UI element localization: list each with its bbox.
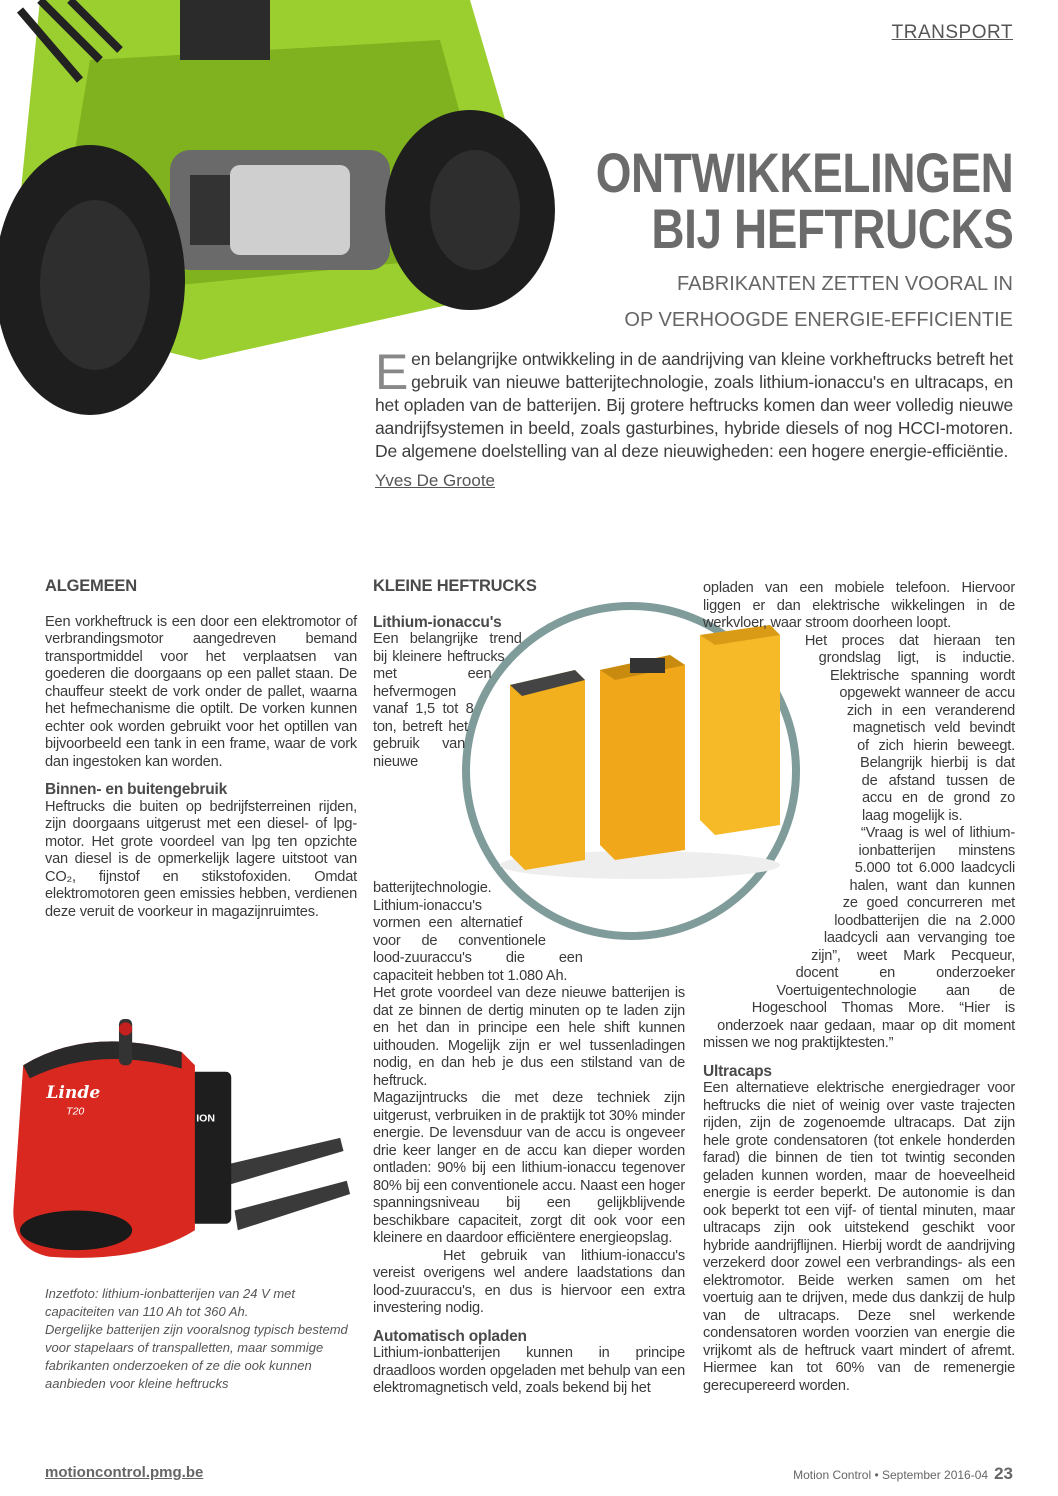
footer-publication bbox=[793, 1464, 1013, 1484]
column-algemeen bbox=[45, 576, 357, 921]
drop-cap: E bbox=[375, 344, 409, 400]
image-caption bbox=[45, 1285, 363, 1393]
title-line: ONTWIKKELINGEN bbox=[595, 141, 1013, 204]
subtitle bbox=[624, 266, 1013, 338]
subtitle-line: FABRIKANTEN ZETTEN VOORAL IN bbox=[677, 273, 1013, 295]
section-heading: ALGEMEEN bbox=[45, 577, 137, 595]
paragraph: opladen van een mobiele telefoon. Hiervoor liggen er dan elektrische wikkelingen in de werkvloer, waar stroom doorheen loopt. bbox=[703, 580, 1015, 631]
paragraph: Heftrucks die buiten op bedrijfsterreinen rijden, zijn doorgaans uitgerust met een diesel- of lpg-motor. Het grote voordeel van lpg ten opzichte van diesel is de opmerkelijk lagere uitstoot van CO₂, fijnstof en stikstofoxiden. Omdat elektromotoren geen emissies hebben, verdienen deze veruit de voorkeur in magazijnruimtes. bbox=[45, 798, 357, 920]
page-title bbox=[595, 141, 1013, 260]
subheading: Ultracaps bbox=[703, 1062, 772, 1080]
brand-logo: Linde bbox=[46, 1083, 101, 1104]
intro-paragraph bbox=[375, 344, 1013, 463]
author-link[interactable]: Yves De Groote bbox=[375, 471, 496, 490]
paragraph: Lithium-ionaccu's vormen een alternatief voor de conventionele lood-zuuraccu's die een capaciteit hebben tot 1.080 Ah. bbox=[373, 897, 583, 984]
paragraph: Een vorkheftruck is een door een elektromotor of verbrandingsmotor aangedreven bemand transportmiddel voor het verplaatsen van goederen die doorgaans op een pallet staan. De chauffeur steekt de vork onder de pallet, waarna het hefmechanisme die optilt. De vorken kunnen echter ook worden gebruikt voor het optillen van bijvoorbeeld een tank in een frame, waar de vork dan ingestoken kan worden. bbox=[45, 613, 357, 770]
section-heading: KLEINE HEFTRUCKS bbox=[373, 577, 537, 595]
column-right bbox=[703, 580, 1015, 1395]
intro-text: en belangrijke ontwikkeling in de aandrijving van kleine vorkheftrucks betreft het gebruik van nieuwe batterijtechnologie, zoals lithium-ionaccu's en ultracaps, en het opladen van de batterijen. Bij grotere heftrucks komen dan weer volledig nieuwe aandrijfsystemen in beeld, zoals gasturbines, hybride diesels of nog HCCI-motoren. De algemene doelstelling van al deze nieuwigheden: een hogere energie-efficiëntie. bbox=[375, 349, 1013, 461]
footer-website-link[interactable]: motioncontrol.pmg.be bbox=[45, 1464, 204, 1481]
paragraph: Het gebruik van lithium-ionaccu's vereist overigens wel andere laadstations dan lood-zuuraccu's, en dus is hiervoor een extra investering nodig. bbox=[373, 1247, 685, 1316]
section-label: TRANSPORT bbox=[891, 22, 1013, 43]
column-kleine-heftrucks bbox=[373, 576, 685, 1398]
paragraph: Het grote voordeel van deze nieuwe batterijen is dat ze binnen de dertig minuten op te laden zijn en het dan in principe een hele shift kunnen uithouden. Mogelijk zijn er wel tussenladingen nodig, en dan heb je dus een stilstand van de heftruck. bbox=[373, 985, 685, 1089]
subtitle-line: OP VERHOOGDE ENERGIE-EFFICIENTIE bbox=[624, 309, 1013, 331]
paragraph: Een belangrijke trend bij kleinere heftrucks met een hefvermogen vanaf 1,5 tot 8 ton, betreft het gebruik van nieuwe batterijtechnologie. bbox=[373, 631, 522, 896]
subheading: Automatisch opladen bbox=[373, 1327, 527, 1345]
caption-line: Inzetfoto: lithium-ionbatterijen van 24 V met capaciteiten van 110 Ah tot 360 Ah. bbox=[45, 1286, 296, 1319]
paragraph: Magazijntrucks die met deze techniek zijn uitgerust, verbruiken in de praktijk tot 30% minder energie. De levensduur van de accu is ongeveer drie keer langer en de accu kan dieper worden ontladen: 90% bij een lithium-ionaccu tegenover 80% bij een conventionele accu. Naast een hoger spanningsniveau bij een gelijkblijvende beschikbare capaciteit, zorgt dit ook voor een kleinere en daardoor efficiëntere energieopslag. bbox=[373, 1090, 685, 1246]
model-label: T20 bbox=[66, 1105, 85, 1118]
subheading: Lithium-ionaccu's bbox=[373, 613, 502, 631]
pallet-truck-photo bbox=[10, 1012, 360, 1267]
paragraph: Het proces dat hieraan ten grondslag ligt, is inductie. Elektrische spanning wordt opgewekt wanneer de accu zich in een veranderend magnetisch veld bevindt of zich hierin beweegt. Belangrijk hierbij is dat de afstand tussen de accu en de grond zo laag mogelijk is. bbox=[804, 632, 1015, 824]
title-line: BIJ HEFTRUCKS bbox=[650, 197, 1013, 260]
intro-block bbox=[375, 344, 1013, 491]
paragraph: Lithium-ionbatterijen kunnen in principe draadloos worden opgeladen met behulp van een elektromagnetisch veld, zoals bekend bij het bbox=[373, 1345, 685, 1396]
paragraph: “Vraag is wel of lithium-ionbatterijen minstens 5.000 tot 6.000 laadcycli halen, want dan kunnen ze goed concurreren met loodbatterijen die na 2.000 laadcycli aan vervanging toe zijn”, weet Mark Pecqueur, docent en onderzoeker Voertuigentechnologie aan de Hogeschool Thomas More. “Hier is onderzoek naar gedaan, maar op dit moment missen we nog praktijktesten.” bbox=[703, 825, 1015, 1051]
publication-info: Motion Control • September 2016-04 bbox=[793, 1468, 989, 1482]
page-number: 23 bbox=[994, 1464, 1013, 1483]
ion-badge: ION bbox=[196, 1112, 215, 1125]
caption-line: Dergelijke batterijen zijn vooralsnog typisch bestemd voor stapelaars of transpalletten, maar sommige fabrikanten onderzoeken of ze die ook kunnen aanbieden voor kleine heftrucks bbox=[45, 1322, 348, 1391]
paragraph: Een alternatieve elektrische energiedrager voor heftrucks die niet of weinig over vaste trajecten rijden, zijn de zogenoemde ultracaps. Dat zijn hele grote condensatoren (tot enkele honderden farad) die binnen de tien tot twintig seconden geladen kunnen worden, maar de hoeveelheid energie is eerder beperkt. De autonomie is dan ook beperkt tot een vijf- of tiental minuten, maar ultracaps zijn ook uitstekend geschikt voor hybride aandrijflijnen. Hierbij wordt de aandrijving verzekerd door zowel een verbrandings- als een elektromotor. Beide werken samen om het voertuig aan te drijven, mede dus dankzij de hulp van de ultracaps. Deze snel werkende condensatoren worden voorzien van energie die vrijkomt als de heftruck vaart mindert of afremt. Hiermee kan tot 60% van de remenergie gerecupereerd worden. bbox=[703, 1080, 1015, 1394]
subheading: Binnen- en buitengebruik bbox=[45, 781, 228, 798]
